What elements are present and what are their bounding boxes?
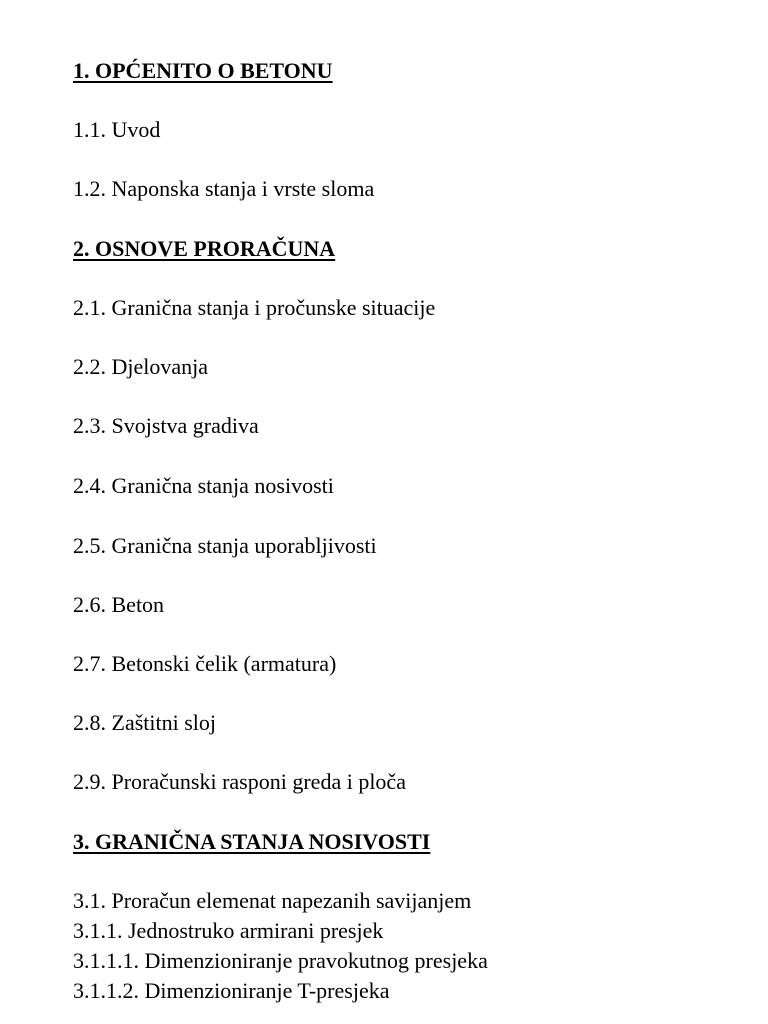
toc-item: 2.5. Granična stanja uporabljivosti — [73, 533, 377, 558]
chapter-heading: 3. GRANIČNA STANJA NOSIVOSTI — [73, 829, 431, 854]
toc-subitem: 3.1.1.1. Dimenzioniranje pravokutnog presjeka — [73, 948, 488, 973]
toc-item: 2.4. Granična stanja nosivosti — [73, 473, 334, 498]
toc-subitem: 3.1.1. Jednostruko armirani presjek — [73, 918, 384, 943]
toc-item: 2.7. Betonski čelik (armatura) — [73, 651, 337, 676]
toc-item: 2.9. Proračunski rasponi greda i ploča — [73, 769, 406, 794]
toc-item: 2.8. Zaštitni sloj — [73, 710, 216, 735]
toc-item: 1.2. Naponska stanja i vrste sloma — [73, 176, 375, 201]
toc-item: 3.1. Proračun elemenat napezanih savijanjem — [73, 888, 472, 913]
toc-item: 2.3. Svojstva gradiva — [73, 413, 259, 438]
toc-item: 2.2. Djelovanja — [73, 354, 209, 379]
toc-item: 2.6. Beton — [73, 592, 165, 617]
chapter-heading: 2. OSNOVE PRORAČUNA — [73, 236, 336, 261]
toc-item: 2.1. Granična stanja i pročunske situacije — [73, 295, 436, 320]
toc-item: 1.1. Uvod — [73, 117, 161, 142]
chapter-heading: 1. OPĆENITO O BETONU — [73, 58, 333, 83]
toc-subitem: 3.1.1.2. Dimenzioniranje T-presjeka — [73, 978, 390, 1003]
